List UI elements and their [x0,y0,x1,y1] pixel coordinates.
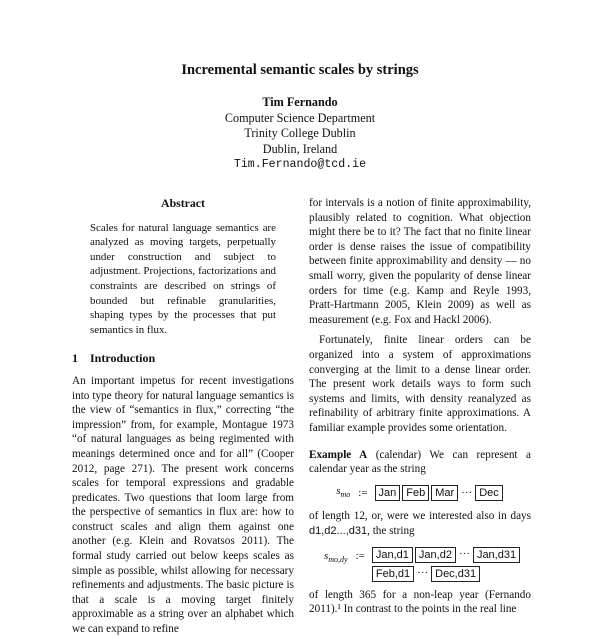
formula-row [371,547,521,563]
author-block [0,95,600,173]
body-paragraph: Fortunately, finite linear orders can be organized into a system of approximations converging at the limit to a dense linear order. The present work details ways to form such systems and limits, with density reanalyzed as refinability of arbitrary finite approximations. A familiar example provides some orientation. [309,334,531,434]
author-name: Tim Fernando [262,95,338,109]
ellipsis: ··· [461,486,473,499]
author-email[interactable]: Tim.Fernando@tcd.ie [233,158,367,172]
formula-row [371,566,521,582]
string-box: Jan,d1 [372,547,413,563]
formula-days [324,547,531,582]
paper-title: Incremental semantic scales by strings [181,62,419,78]
section-title: Introduction [90,351,156,366]
affiliation-line: Dublin, Ireland [262,141,338,156]
ellipsis: ··· [458,548,470,561]
days-notation: d1,d2...,d31 [309,525,368,538]
string-box: Jan,d2 [415,547,456,563]
body-paragraph: of length 12, or, were we interested also in days d1,d2...,d31, the string [309,510,531,538]
affiliation-line: Computer Science Department [224,110,376,125]
assign-operator: := [358,486,368,499]
string-box: Mar [431,485,458,501]
right-column [309,196,531,617]
section-number: 1 [72,351,78,366]
assign-operator: := [355,549,365,562]
intro-paragraph: An important impetus for recent investigations into type theory for natural language semantics is the view of “semantics in flux,” correcting “the impression” from, for example, Montague 1973 “of natural languages as being regimented with meanings determined once and for all” (Cooper 2012, page 271). The present work concerns scales for temporal expressions and gradable predicates. Two questions that loom large from the perspective of semantics in flux are: how to construct scales and align them against one another (e.g. Klein and Rovatsos 2011). The formal study carried out below keeps scales as simple as possible, whilst allowing for necessary refinements and adjustments. The basic picture is that a scale is a moving target finitely approximable as a string over an alphabet which we can expand to refine [72,374,294,636]
formula-symbol: $s_{mo}$ [336,484,351,499]
string-box: Feb,d1 [372,566,414,582]
string-box: Feb [402,485,429,501]
formula-symbol: $s_{mo,dy}$ [324,549,348,564]
affiliation-line: Trinity College Dublin [244,126,356,141]
left-column [72,196,294,637]
abstract-heading: Abstract [161,196,205,210]
section-heading [72,351,294,366]
formula-months [309,484,531,503]
body-paragraph: of length 365 for a non-leap year (Fernando 2011).¹ In contrast to the points in the real line [309,588,531,616]
string-box: Jan [375,485,401,501]
abstract-body: Scales for natural language semantics are analyzed as moving targets, perpetually under construction and subject to adjustment. Projections, factorizations and constraints are described on strings of bounded but refinable granularities, shaping types by the processes that put semantics in flux. [90,221,276,336]
string-box: Dec,d31 [431,566,480,582]
example-label: Example A [309,448,368,461]
example-paragraph [309,448,531,477]
string-box: Jan,d31 [473,547,520,563]
body-paragraph: for intervals is a notion of finite approximability, plausibly related to cognition. What objection might there be to it? The fact that no finite linear order is dense raises the issue of compatibility between finite approximability and density — no small worry, given the popularity of dense linear orders for time (e.g. Kamp and Reyle 1993, Pratt-Hartmann 2005, Klein 2009) as well as measurement (e.g. Fox and Hackl 2006). [309,197,531,326]
ellipsis: ··· [417,567,429,580]
string-box: Dec [475,485,503,501]
example-text: (calendar) We can represent a calendar year as the string [309,448,532,476]
